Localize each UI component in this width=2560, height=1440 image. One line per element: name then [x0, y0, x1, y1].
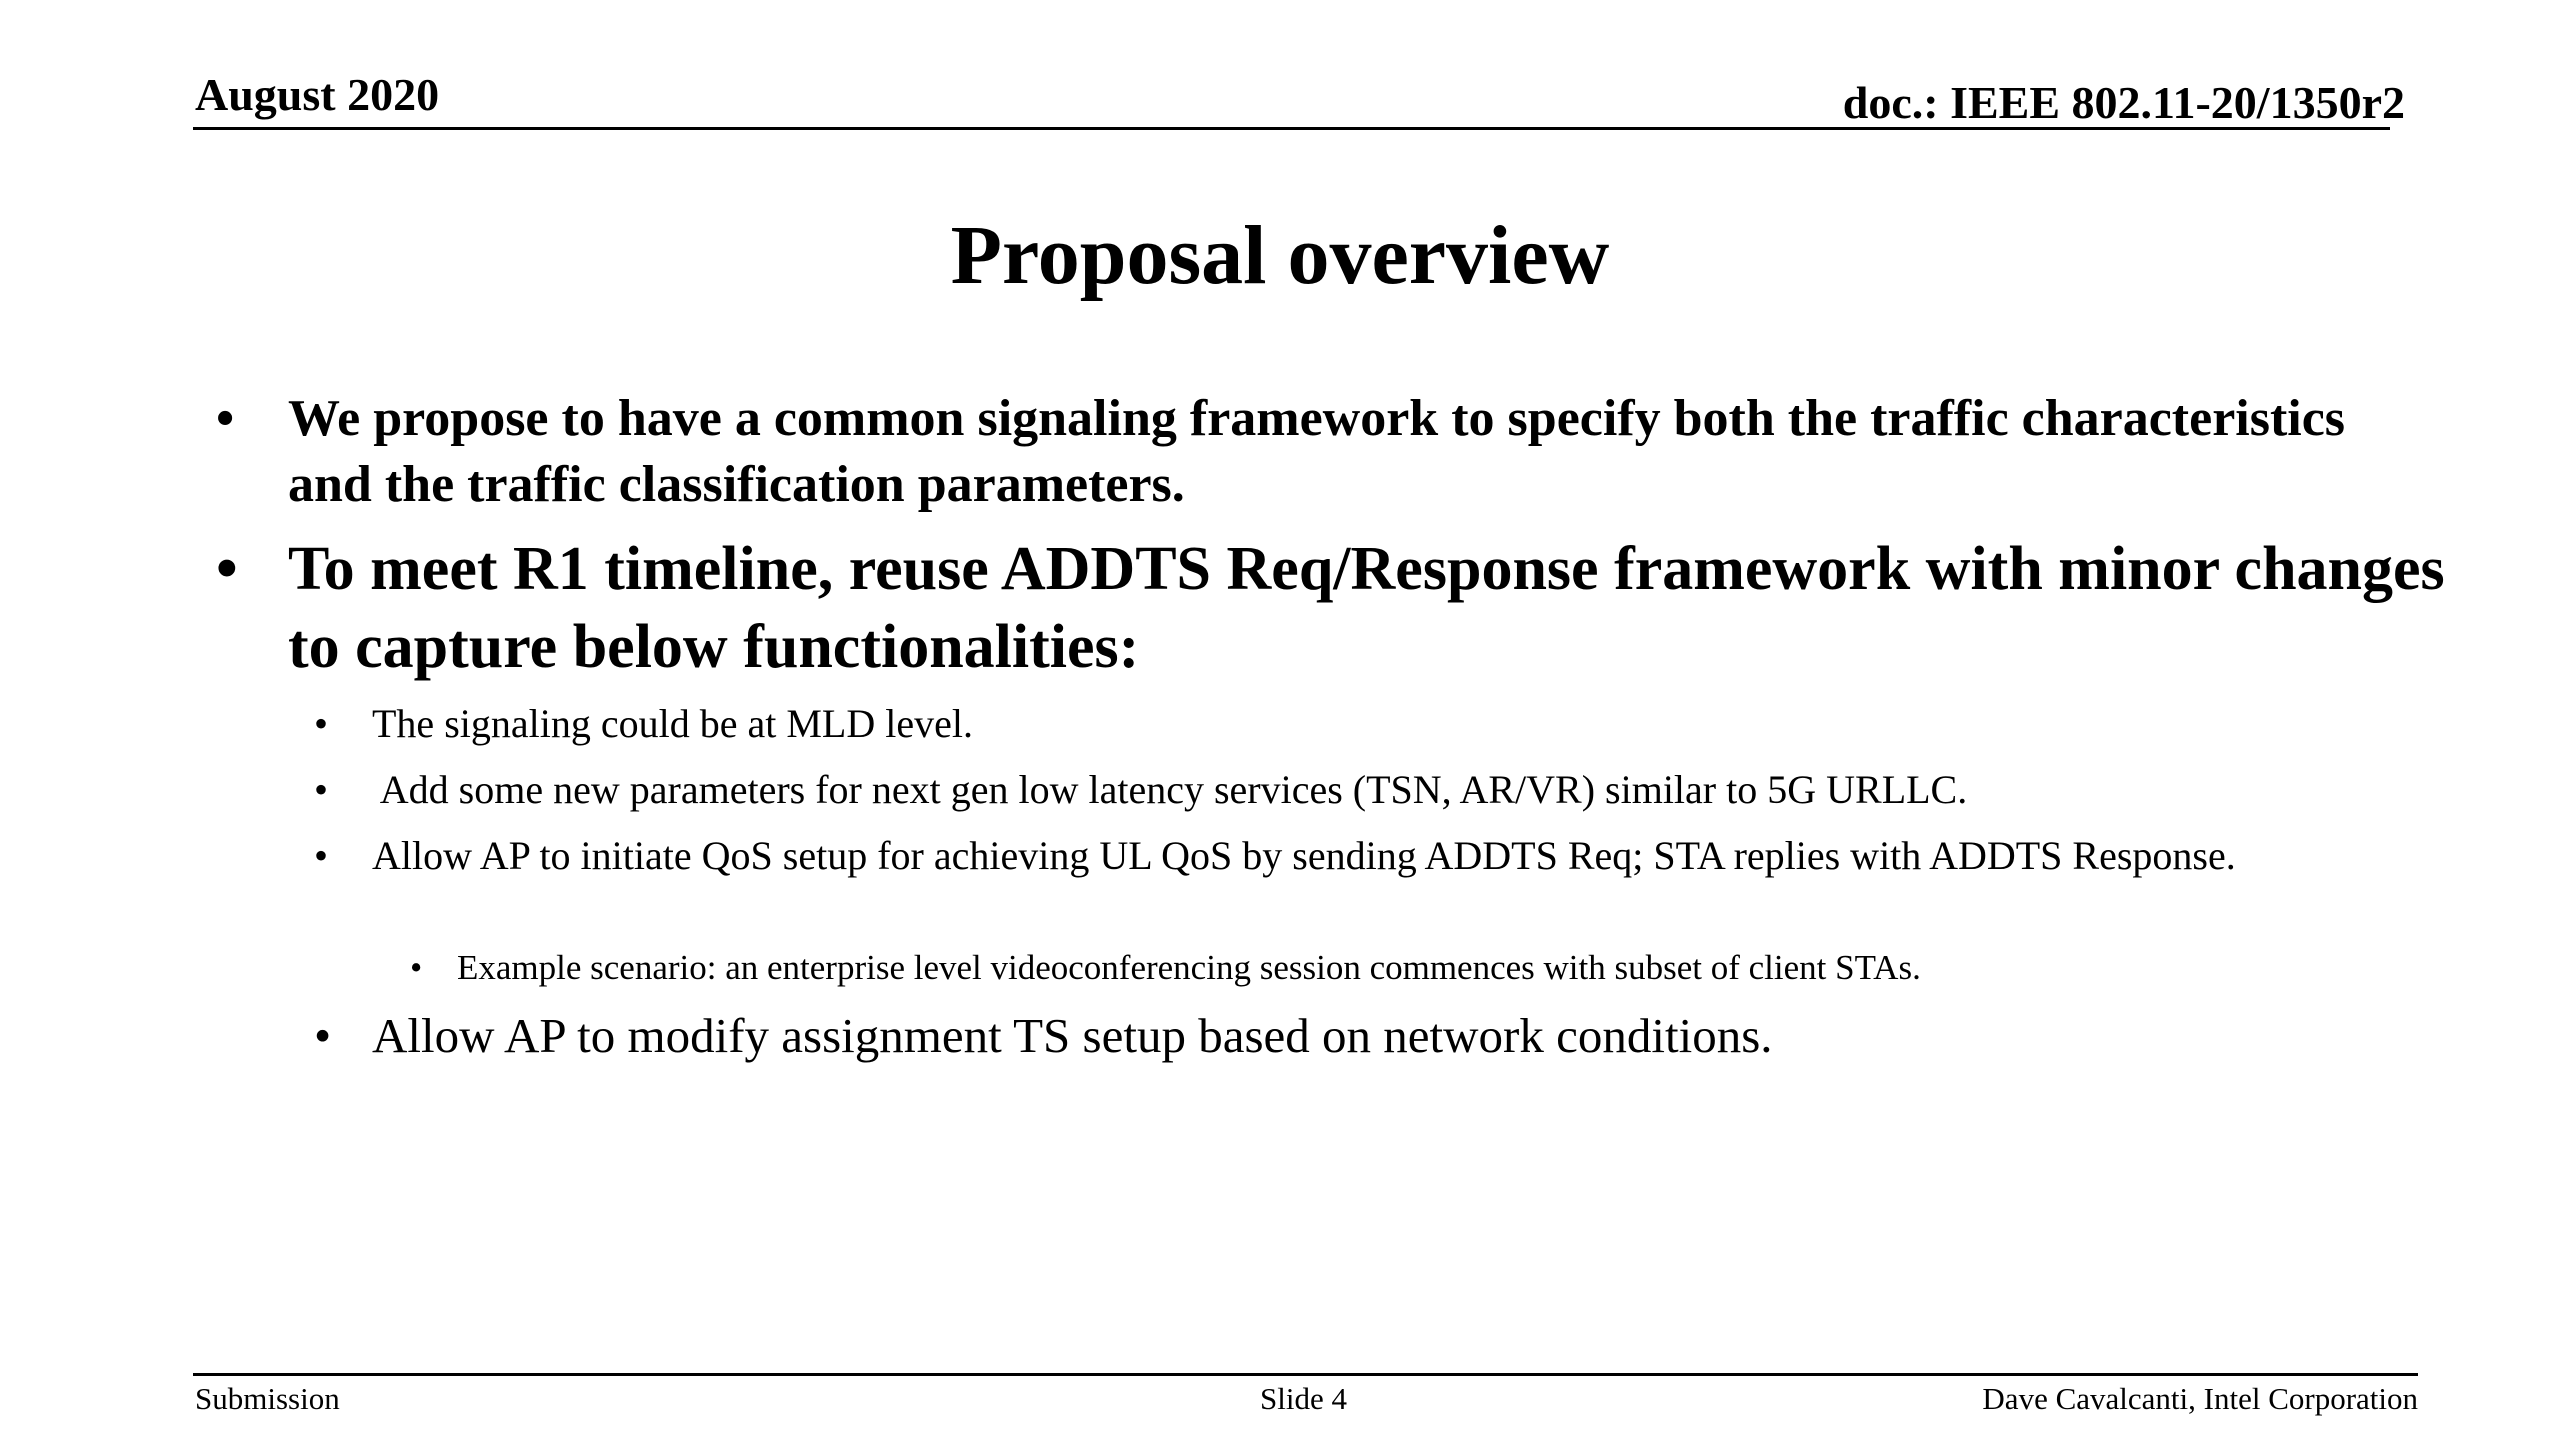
footer-author: Dave Cavalcanti, Intel Corporation [1982, 1381, 2418, 1416]
bullet-text: To meet R1 timeline, reuse ADDTS Req/Response framework with minor changes to capture below functionalities: [288, 535, 2445, 681]
header-doc-id: doc.: IEEE 802.11-20/1350r2 [1842, 77, 2405, 128]
bullet-text: Add some new parameters for next gen low latency services (TSN, AR/VR) similar to 5G URLLC. [372, 767, 1968, 812]
footer-divider [193, 1373, 2418, 1376]
slide-title: Proposal overview [950, 209, 1610, 302]
bullet-marker: • [314, 767, 329, 812]
bullet-text: Allow AP to initiate QoS setup for achieving UL QoS by sending ADDTS Req; STA replies with ADDTS Response. [372, 833, 2236, 878]
bullet-text: We propose to have a common signaling framework to specify both the traffic characteristics and the traffic classification parameters. [288, 390, 2346, 513]
bullet-text: The signaling could be at MLD level. [372, 701, 973, 746]
footer-slide-number: Slide 4 [1260, 1381, 1347, 1416]
bullet-text: Example scenario: an enterprise level videoconferencing session commences with subset of client STAs. [457, 948, 1921, 987]
bullet-marker: • [314, 701, 329, 746]
footer-submission: Submission [195, 1381, 340, 1416]
bullet-marker: • [410, 948, 423, 987]
bullet-marker: • [216, 390, 235, 447]
bullet-marker: • [216, 535, 238, 603]
bullet-marker: • [314, 833, 329, 878]
header-date: August 2020 [195, 69, 440, 120]
bullet-marker: • [314, 1008, 332, 1063]
bullet-text: Allow AP to modify assignment TS setup based on network conditions. [372, 1008, 1773, 1063]
